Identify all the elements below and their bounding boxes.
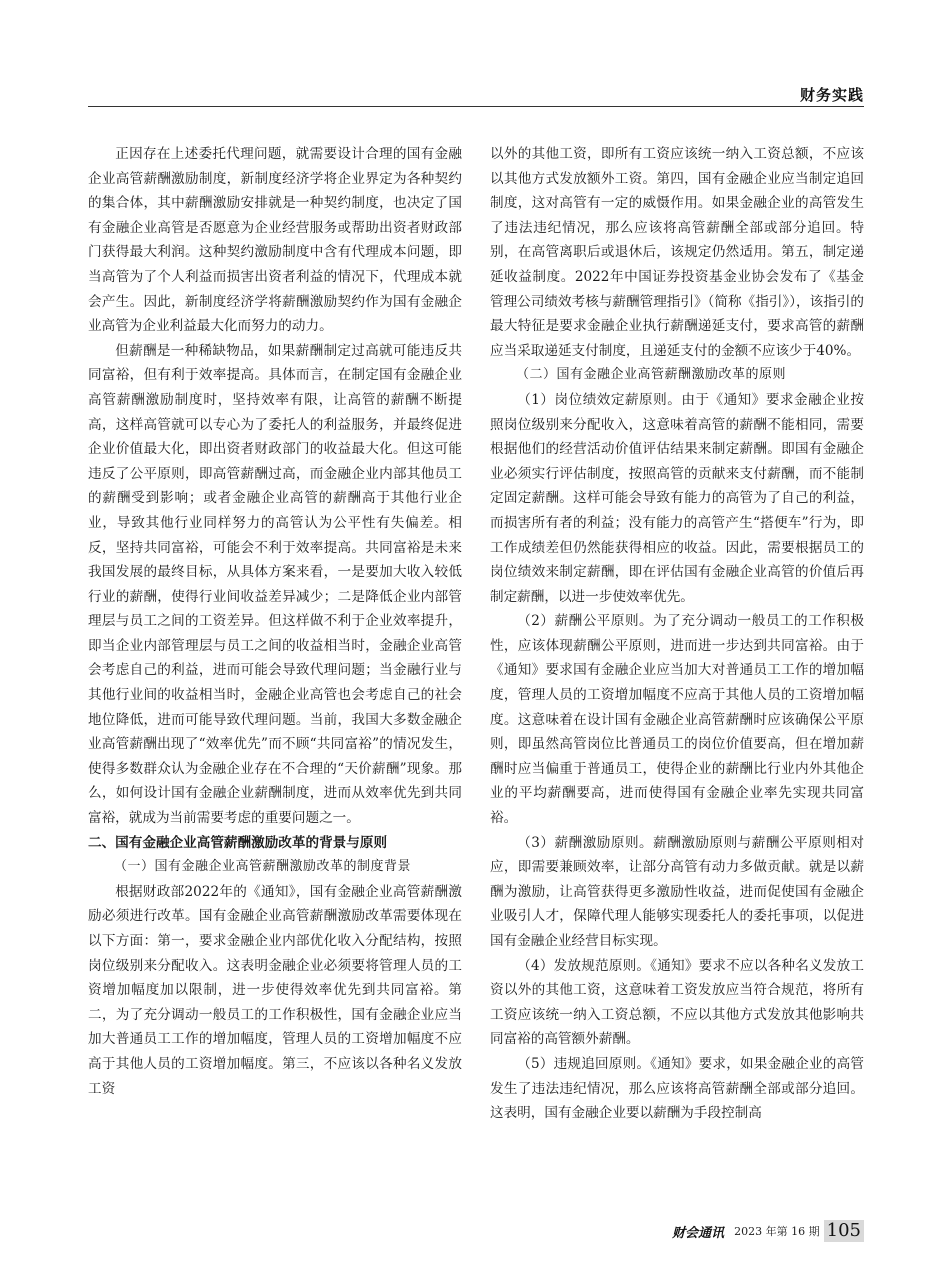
section-title: 财务实践: [799, 86, 864, 104]
magazine-name: 财会通讯: [672, 1225, 725, 1241]
paragraph: 但薪酬是一种稀缺物品，如果薪酬制定过高就可能违反共同富裕，但有利于效率提高。具体而言，在制定国有金融企业高管薪酬激励制度时，坚持效率有限，让高管的薪酬不断提高，这样高管就可以专心为了委托人的利益服务，并最终促进企业价值最大化，即出资者财政部门的收益最大化。但这可能违反了公平原则，即高管薪酬过高，而金融企业内部其他员工的薪酬受到影响；或者金融企业高管的薪酬高于其他行业企业，导致其他行业同样努力的高管认为公平性有失偏差。相反，坚持共同富裕，可能会不利于效率提高。共同富裕是未来我国发展的最终目标，从具体方案来看，一是要加大收入较低行业的薪酬，使得行业间收益差异减少；二是降低企业内部管理层与员工之间的工资差异。但这样做不利于企业效率提升，即当企业内部管理层与员工之间的收益相当时，金融企业高管会考虑自己的利益，进而可能会导致代理问题；当金融行业与其他行业间的收益相当时，金融企业高管也会考虑自己的社会地位降低，进而可能导致代理问题。当前，我国大多数金融企业高管薪酬出现了“效率优先”而不顾“共同富裕”的情况发生，使得多数群众认为金融企业存在不合理的“天价薪酬”现象。那么，如何设计国有金融企业薪酬制度，进而从效率优先到共同富裕，就成为当前需要考虑的重要问题之一。: [88, 342, 462, 827]
paragraph: 正因存在上述委托代理问题，就需要设计合理的国有金融企业高管薪酬激励制度，新制度经济学将企业界定为各种契约的集合体，其中薪酬激励安排就是一种契约制度，也决定了国有金融企业高管是否愿意为企业经营服务或帮助出资者财政部门获得最大利润。这种契约激励制度中含有代理成本问题，即当高管为了个人利益而损害出资者利益的情况下，代理成本就会产生。因此，新制度经济学将薪酬激励契约作为国有金融企业高管为企业利益最大化而努力的动力。: [88, 146, 462, 335]
paragraph: （2）薪酬公平原则。为了充分调动一般员工的工作积极性，应该体现薪酬公平原则，进而进一步达到共同富裕。由于《通知》要求国有金融企业应当加大对普通员工工作的增加幅度，管理人员的工资增加幅度不应高于其他人员的工资增加幅度。这意味着在设计国有金融企业高管薪酬时应该确保公平原则，即虽然高管岗位比普通员工的岗位价值要高，但在增加薪酬时应当偏重于普通员工，使得企业的薪酬比行业内外其他企业的平均薪酬要高，进而使得国有金融企业率先实现共同富裕。: [490, 613, 864, 827]
paragraph: 根据财政部2022年的《通知》，国有金融企业高管薪酬激励必须进行改革。国有金融企业高管薪酬激励改革需要体现在以下方面：第一，要求金融企业内部优化收入分配结构，按照岗位级别来分配收入。这表明金融企业必须要将管理人员的工资增加幅度加以限制，进一步使得效率优先到共同富裕。第二，为了充分调动一般员工的工作积极性，国有金融企业应当加大普通员工工作的增加幅度，管理人员的工资增加幅度不应高于其他人员的工资增加幅度。第三，不应该以各种名义发放工资: [88, 883, 462, 1097]
paragraph-continued: 以外的其他工资，即所有工资应该统一纳入工资总额，不应该以其他方式发放额外工资。第四，国有金融企业应当制定追回制度，这对高管有一定的威慑作用。如果金融企业的高管发生了违法违纪情况，那么应该将高管薪酬全部或部分追回。特别，在高管离职后或退休后，该规定仍然适用。第五，制定递延收益制度。2022年中国证券投资基金业协会发布了《基金管理公司绩效考核与薪酬管理指引》（简称《指引》），该指引的最大特征是要求金融企业执行薪酬递延支付，要求高管的薪酬应当采取递延支付制度，且递延支付的金额不应该少于40%。: [490, 146, 864, 359]
paragraph: （4）发放规范原则。《通知》要求不应以各种名义发放工资以外的其他工资，这意味着工资发放应当符合规范，将所有工资应该统一纳入工资总额，不应以其他方式发放其他影响共同富裕的高管额外薪酬。: [490, 957, 864, 1048]
issue-label: 2023 年第 16 期: [734, 1225, 820, 1238]
left-column: [88, 142, 462, 1101]
page-footer: [672, 1220, 864, 1242]
subsection-heading: （二）国有金融企业高管薪酬激励改革的原则: [516, 367, 787, 383]
right-column: [490, 142, 864, 1126]
subsection-heading: （一）国有金融企业高管薪酬激励改革的制度背景: [114, 859, 412, 875]
section-heading: 二、国有金融企业高管薪酬激励改革的背景与原则: [88, 834, 388, 851]
paragraph: （1）岗位绩效定薪原则。由于《通知》要求金融企业按照岗位级别来分配收入，这意味着高管的薪酬不能相同，需要根据他们的经营活动价值评估结果来制定薪酬。即国有金融企业必须实行评估制度，按照高管的贡献来支付薪酬，而不能制定固定薪酬。这样可能会导致有能力的高管为了自己的利益，而损害所有者的利益；没有能力的高管产生“搭便车”行为，即工作成绩差但仍然能获得相应的收益。因此，需要根据员工的岗位绩效来制定薪酬，即在评估国有金融企业高管的价值后再制定薪酬，以进一步使效率优先。: [490, 391, 864, 605]
page-number: 105: [824, 1220, 864, 1242]
header-divider: [88, 106, 864, 107]
paragraph: （3）薪酬激励原则。薪酬激励原则与薪酬公平原则相对应，即需要兼顾效率，让部分高管有动力多做贡献。就是以薪酬为激励，让高管获得更多激励性收益，进而促使国有金融企业吸引人才，保障代理人能够实现委托人的委托事项，以促进国有金融企业经营目标实现。: [490, 834, 864, 949]
paragraph: （5）违规追回原则。《通知》要求，如果金融企业的高管发生了违法违纪情况，那么应该将高管薪酬全部或部分追回。这表明，国有金融企业要以薪酬为手段控制高: [490, 1055, 864, 1122]
